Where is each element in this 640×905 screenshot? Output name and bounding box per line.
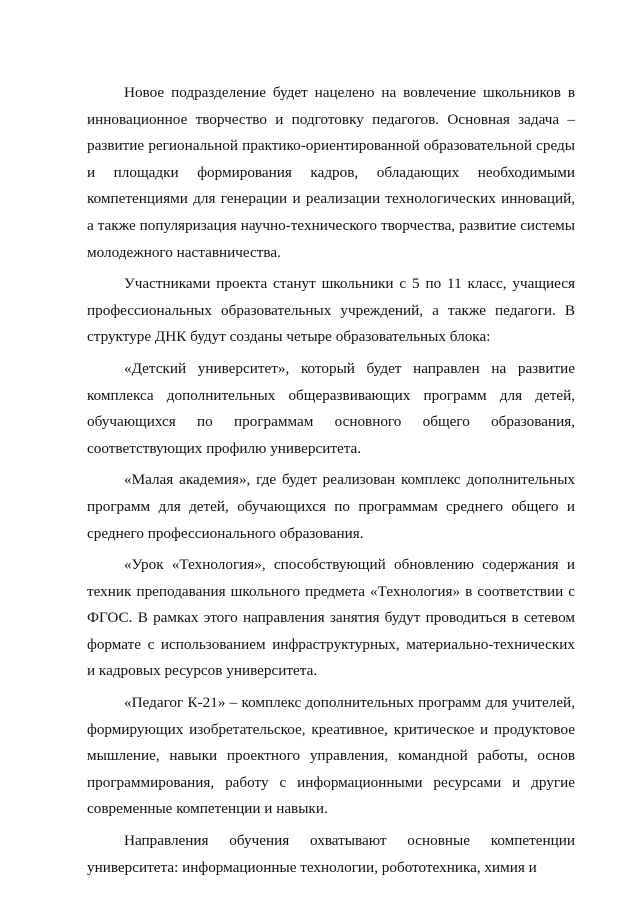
paragraph-small-academy: «Малая академия», где будет реализован комплекс дополнительных программ для детей, обучающихся по программам среднего общего и среднего профессионального образования. xyxy=(87,471,575,542)
paragraph-directions: Направления обучения охватывают основные компетенции университета: информационные технологии, робототехника, химия и xyxy=(87,832,575,876)
document-body xyxy=(87,80,575,886)
paragraph-technology-lesson: «Урок «Технология», способствующий обновлению содержания и техник преподавания школьного предмета «Технология» в соответствии с ФГОС. В рамках этого направления занятия будут проводиться в сетевом формате с использованием инфраструктурных, материально-технических и кадровых ресурсов университета. xyxy=(87,556,575,680)
paragraph-children-university: «Детский университет», который будет направлен на развитие комплекса дополнительных общеразвивающих программ для детей, обучающихся по программам основного общего образования, соответствующих профилю университета. xyxy=(87,359,575,457)
paragraph-teacher-k21: «Педагог К-21» – комплекс дополнительных программ для учителей, формирующих изобретательское, креативное, критическое и продуктовое мышление, навыки проектного управления, командной работы, основ программирования, работу с информационными ресурсами и другие современные компетенции и навыки. xyxy=(87,694,575,818)
paragraph-intro: Новое подразделение будет нацелено на вовлечение школьников в инновационное творчество и подготовку педагогов. Основная задача – развитие региональной практико-ориентированной образовательной среды и площадки формирования кадров, обладающих необходимыми компетенциями для генерации и реализации технологических инноваций, а также популяризация научно-технического творчества, развитие системы молодежного наставничества. xyxy=(87,84,575,261)
paragraph-participants: Участниками проекта станут школьники с 5 по 11 класс, учащиеся профессиональных образовательных учреждений, а также педагоги. В структуре ДНК будут созданы четыре образовательных блока: xyxy=(87,275,575,346)
